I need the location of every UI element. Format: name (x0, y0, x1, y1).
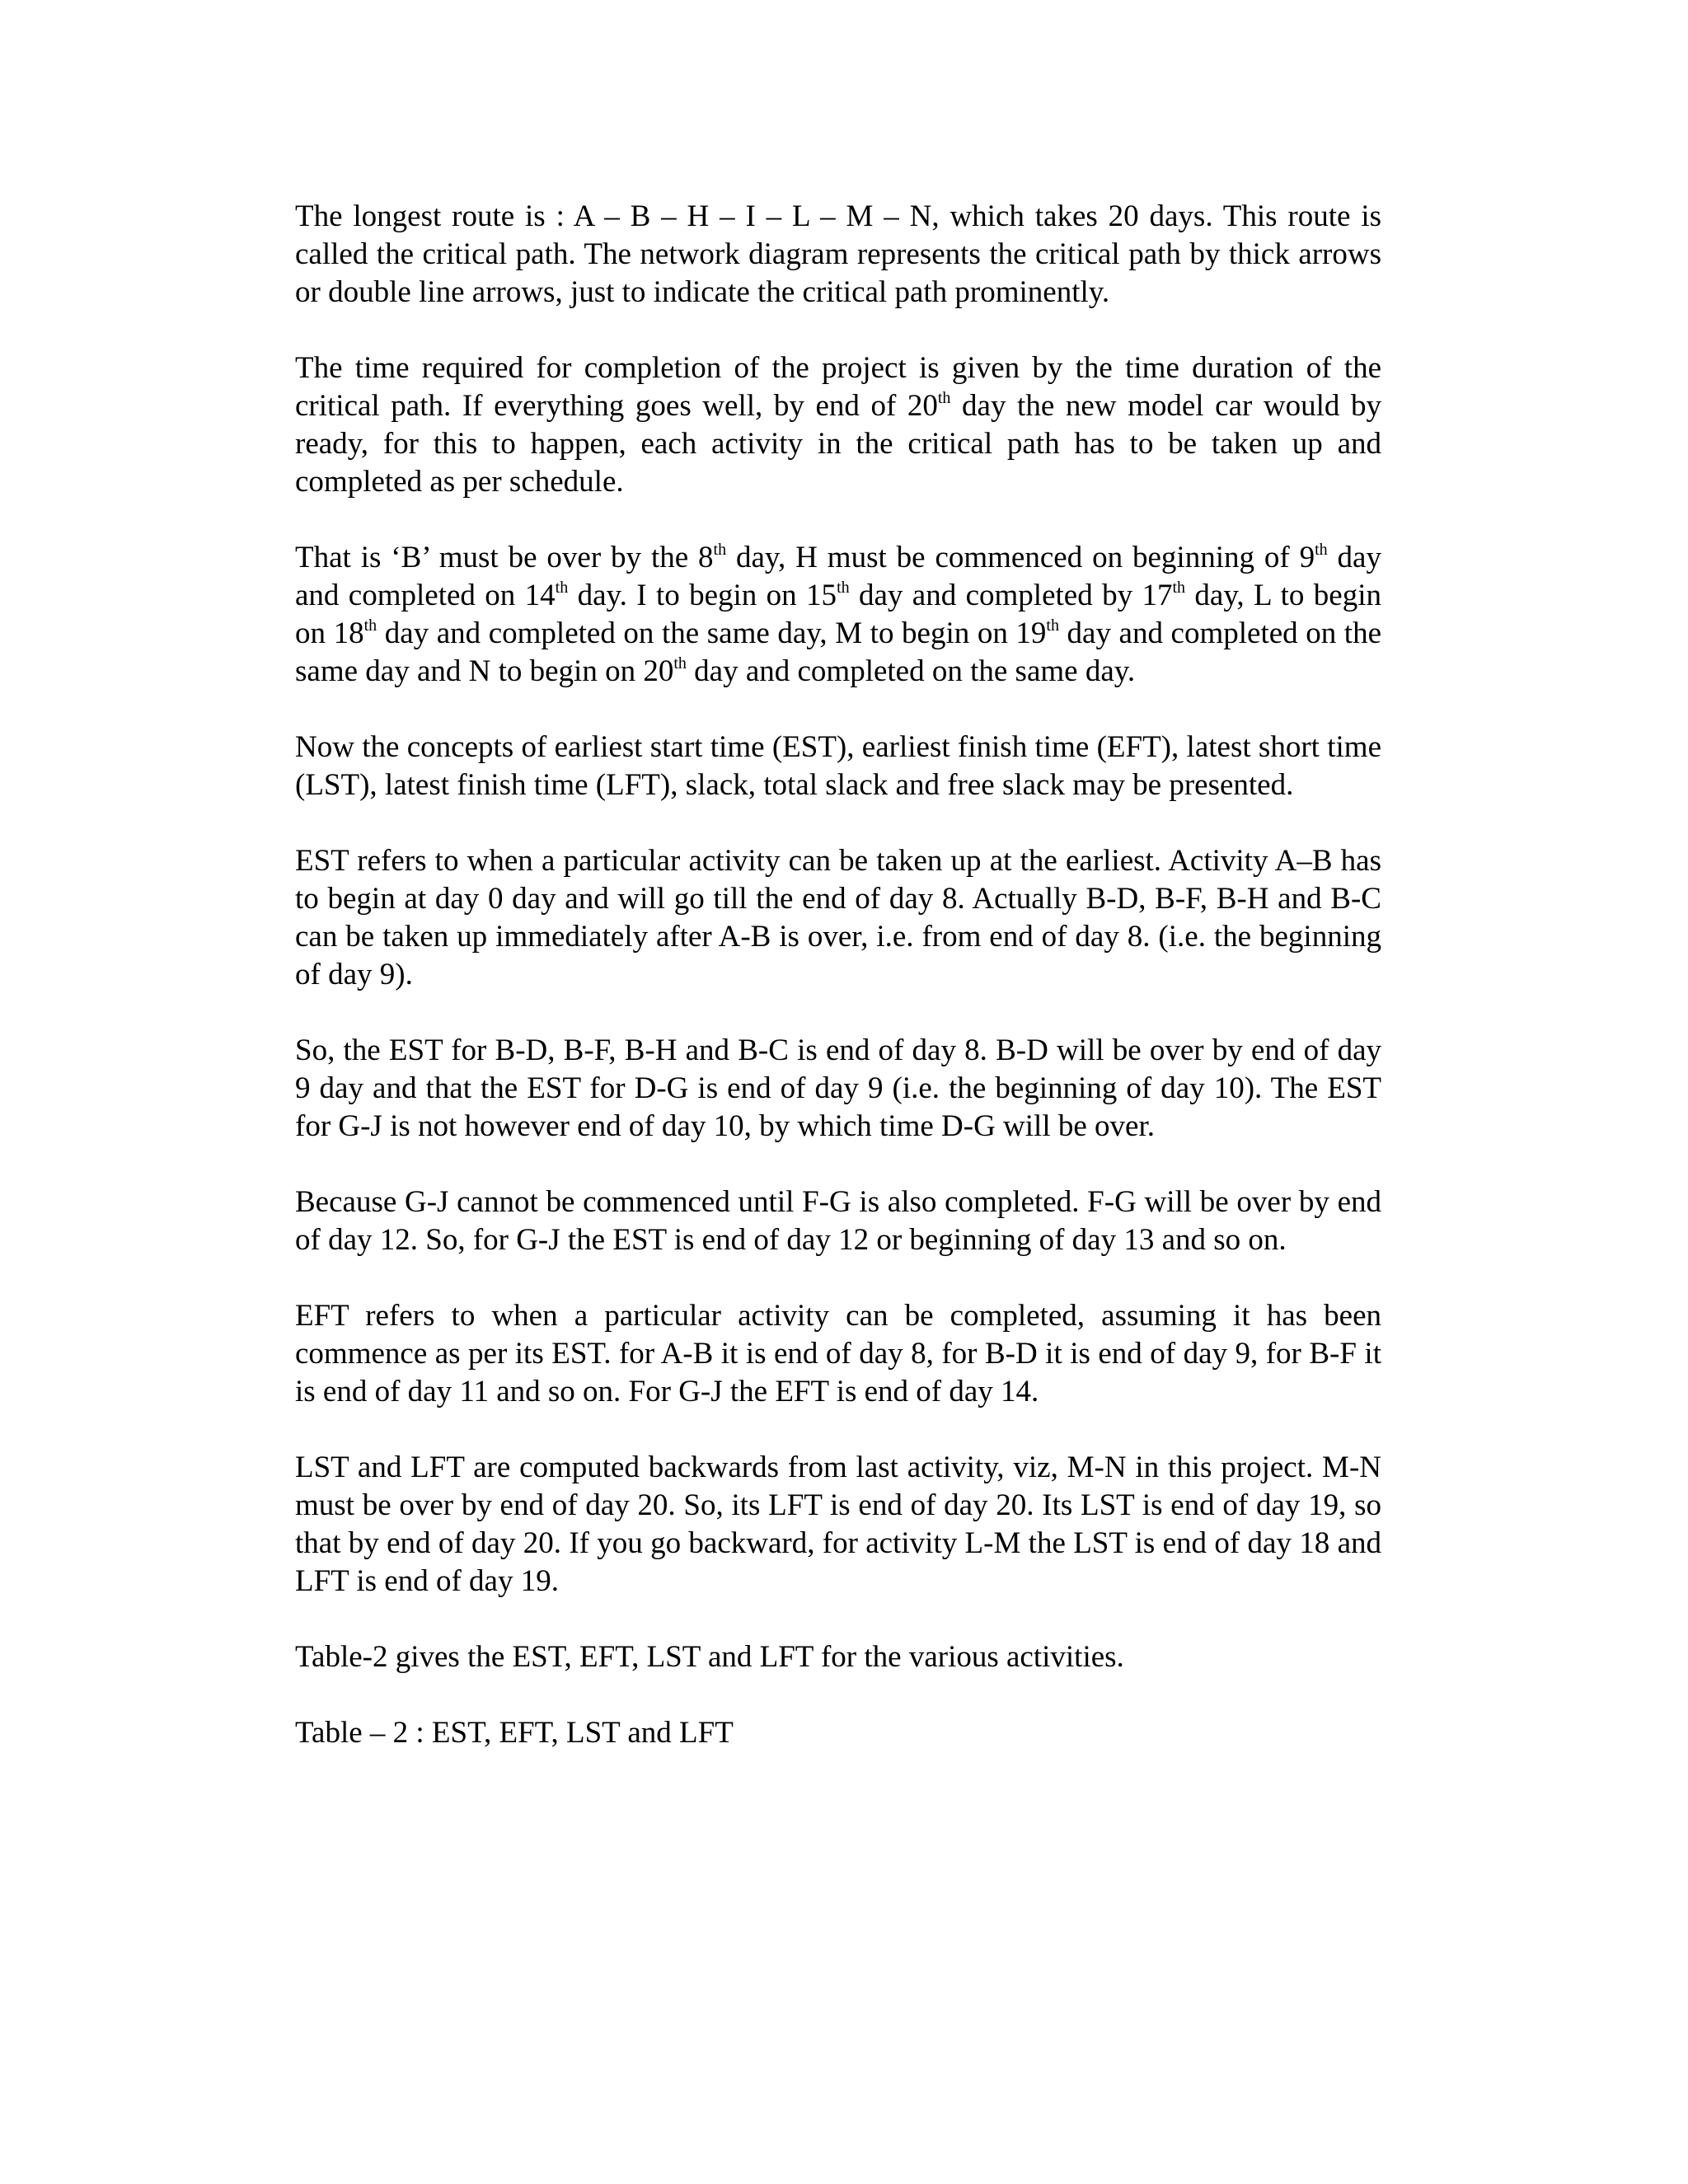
text-run: That is ‘B’ must be over by the 8 (295, 541, 714, 574)
paragraph-eft-definition (295, 1297, 1381, 1411)
text-run: day and completed by 17 (849, 579, 1173, 612)
paragraph-critical-path (295, 198, 1381, 312)
text-run: The longest route is : A – B – H – I – L – M – N, which takes 20 days. This route is called the critical path. The network diagram represents the critical path by thick arrows or double line arrows, just to indicate the critical path prominently. (295, 199, 1381, 309)
ordinal-superscript: th (937, 389, 951, 407)
table-caption (295, 1714, 1381, 1752)
ordinal-superscript: th (363, 616, 377, 635)
text-run: Now the concepts of earliest start time (EST), earliest finish time (EFT), latest short time (LST), latest finish time (LFT), slack, total slack and free slack may be presented. (295, 730, 1381, 802)
text-run: day, H must be commenced on beginning of 9 (726, 541, 1315, 574)
paragraph-lst-lft (295, 1449, 1381, 1601)
text-run: Because G-J cannot be commenced until F-G is also completed. F-G will be over by end of day 12. So, for G-J the EST is end of day 12 or beginning of day 13 and so on. (295, 1185, 1381, 1257)
text-run: EST refers to when a particular activity can be taken up at the earliest. Activity A–B has to begin at day 0 day and will go till the end of day 8. Actually B-D, B-F, B-H and B-C can be taken up immediately after A-B is over, i.e. from end of day 8. (i.e. the beginning of day 9). (295, 844, 1381, 991)
paragraph-completion-time (295, 349, 1381, 501)
document-page (295, 198, 1381, 1790)
text-run: day and completed on the same day and N to begin on 20 (295, 616, 1382, 688)
ordinal-superscript: th (1315, 541, 1328, 559)
text-run: Table-2 gives the EST, EFT, LST and LFT for the various activities. (295, 1640, 1124, 1674)
text-run: EFT refers to when a particular activity can be completed, assuming it has been commence as per its EST. for A-B it is end of day 8, for B-D it is end of day 9, for B-F it is end of day 11 and so on. For G-J the EFT is end of day 14. (295, 1299, 1381, 1408)
paragraph-table-intro (295, 1638, 1381, 1676)
text-run: Table – 2 : EST, EFT, LST and LFT (295, 1716, 734, 1750)
text-run: So, the EST for B-D, B-F, B-H and B-C is end of day 8. B-D will be over by end of day 9 day and that the EST for D-G is end of day 9 (i.e. the beginning of day 10). The EST for G-J is not however end of day 10, by which time D-G will be over. (295, 1033, 1381, 1143)
text-run: day. I to begin on 15 (568, 579, 837, 612)
text-run: The time required for completion of the project is given by the time duration of the critical path. If everything goes well, by end of 20 (295, 351, 1381, 423)
text-run: day and completed on the same day. (686, 654, 1136, 688)
text-run: day, L to begin on 18 (295, 579, 1382, 650)
text-run: day the new model car would by ready, for this to happen, each activity in the critical path has to be taken up and completed as per schedule. (295, 389, 1381, 499)
ordinal-superscript: th (673, 654, 687, 673)
ordinal-superscript: th (713, 541, 727, 559)
paragraph-schedule (295, 539, 1381, 691)
text-run: day and completed on the same day, M to begin on 19 (377, 616, 1047, 650)
paragraph-concepts (295, 729, 1381, 804)
ordinal-superscript: th (1172, 579, 1186, 597)
text-run: day and completed on 14 (295, 541, 1381, 612)
text-run: LST and LFT are computed backwards from last activity, viz, M-N in this project. M-N must be over by end of day 20. So, its LFT is end of day 20. Its LST is end of day 19, so that by end of day 20. If you go backward, for activity L-M the LST is end of day 18 and LFT is end of day 19. (295, 1451, 1381, 1598)
ordinal-superscript: th (837, 579, 850, 597)
paragraph-est-examples (295, 1032, 1381, 1146)
paragraph-est-definition (295, 842, 1381, 994)
paragraph-gj-constraint (295, 1183, 1381, 1259)
ordinal-superscript: th (1046, 616, 1059, 635)
ordinal-superscript: th (555, 579, 569, 597)
